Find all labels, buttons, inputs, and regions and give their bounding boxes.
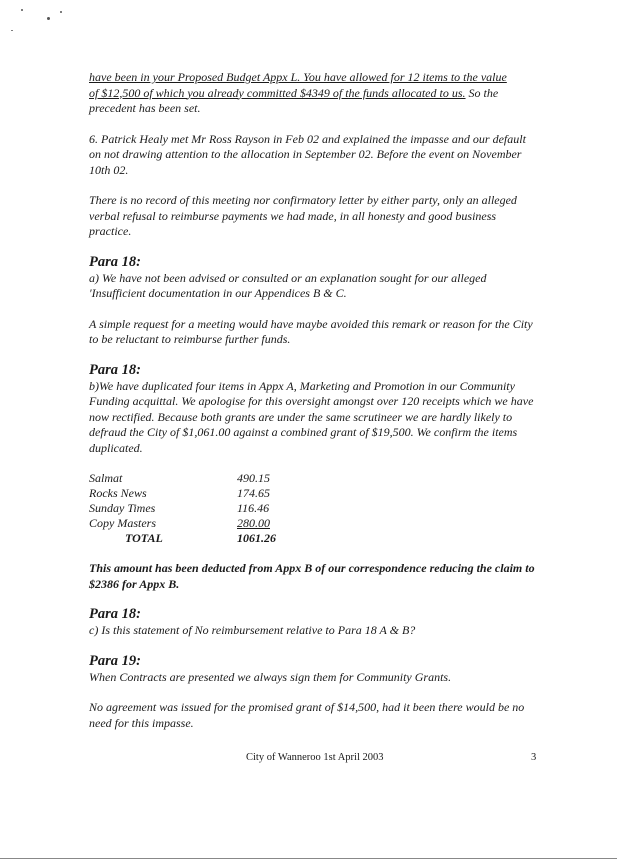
section-heading: Para 19: bbox=[89, 652, 141, 669]
item-amount: 174.65 bbox=[237, 486, 270, 500]
section-text: When Contracts are presented we always sign them for Community Grants. bbox=[89, 669, 452, 684]
page-body bbox=[89, 70, 539, 731]
section-text: No agreement was issued for the promised grant of $14,500, had it been there would be no need for this impasse. bbox=[89, 700, 525, 730]
deducted-note: This amount has been deducted from Appx B of our correspondence reducing the claim to $2386 for Appx B. bbox=[89, 561, 535, 591]
page-number: 3 bbox=[531, 752, 537, 763]
total-amount: 1061.26 bbox=[237, 531, 276, 545]
bottom-scan-line bbox=[0, 858, 617, 859]
table-row bbox=[89, 501, 297, 516]
continuation-paragraph bbox=[89, 70, 539, 117]
total-label: TOTAL bbox=[125, 531, 163, 545]
paragraph-item-6: 6. Patrick Healy met Mr Ross Rayson in Feb 02 and explained the impasse and our default on not drawing attention to the allocation in September 02. Before the event on November 10th 02. bbox=[89, 131, 526, 177]
scan-speck bbox=[47, 17, 50, 20]
underlined-text: of $12,500 of which you already committed $4349 of the funds allocated to us. bbox=[89, 85, 466, 100]
page-footer: City of Wanneroo 1st April 2003 bbox=[246, 752, 384, 763]
table-row bbox=[89, 486, 297, 501]
paragraph-tail: So the precedent has been set. bbox=[89, 85, 499, 115]
table-total-row bbox=[89, 531, 297, 546]
section-text: b)We have duplicated four items in Appx A, Marketing and Promotion in our Community Funding acquittal. We apologise for this oversight amongst over 120 receipts which we have now rectified. Because both grants are under the same scrutineer we are hardly likely to defraud the City of $1,061.00 against a combined grant of $19,500. We confirm the items duplicated. bbox=[89, 378, 534, 455]
section-heading: Para 18: bbox=[89, 606, 141, 622]
section-heading: Para 18: bbox=[89, 253, 141, 270]
section-text: c) Is this statement of No reimbursement relative to Para 18 A & B? bbox=[89, 623, 416, 637]
underlined-text: have been in your Proposed Budget Appx L. You have allowed for 12 items to the value bbox=[89, 70, 507, 84]
table-row bbox=[89, 516, 297, 531]
section-text: a) We have not been advised or consulted or an explanation sought for our alleged 'Insufficient documentation in our Appendices B & C. bbox=[89, 270, 487, 300]
section-heading: Para 18: bbox=[89, 361, 141, 378]
scan-speck bbox=[11, 30, 13, 31]
item-name: Sunday Times bbox=[89, 501, 156, 515]
section-text: A simple request for a meeting would have maybe avoided this remark or reason for the City to be reluctant to reimburse further funds. bbox=[89, 316, 533, 346]
duplicated-items-table bbox=[89, 471, 297, 546]
item-name: Salmat bbox=[89, 471, 123, 485]
item-name: Copy Masters bbox=[89, 516, 156, 530]
item-amount: 116.46 bbox=[237, 501, 270, 515]
item-name: Rocks News bbox=[89, 486, 147, 500]
table-row bbox=[89, 471, 297, 486]
scan-speck bbox=[21, 9, 23, 11]
scan-speck bbox=[60, 11, 62, 13]
item-amount: 490.15 bbox=[237, 471, 270, 485]
paragraph-no-record: There is no record of this meeting nor confirmatory letter by either party, only an alleged verbal refusal to reimburse payments we had made, in all honesty and good business practice. bbox=[89, 193, 517, 238]
item-amount: 280.00 bbox=[237, 516, 270, 530]
